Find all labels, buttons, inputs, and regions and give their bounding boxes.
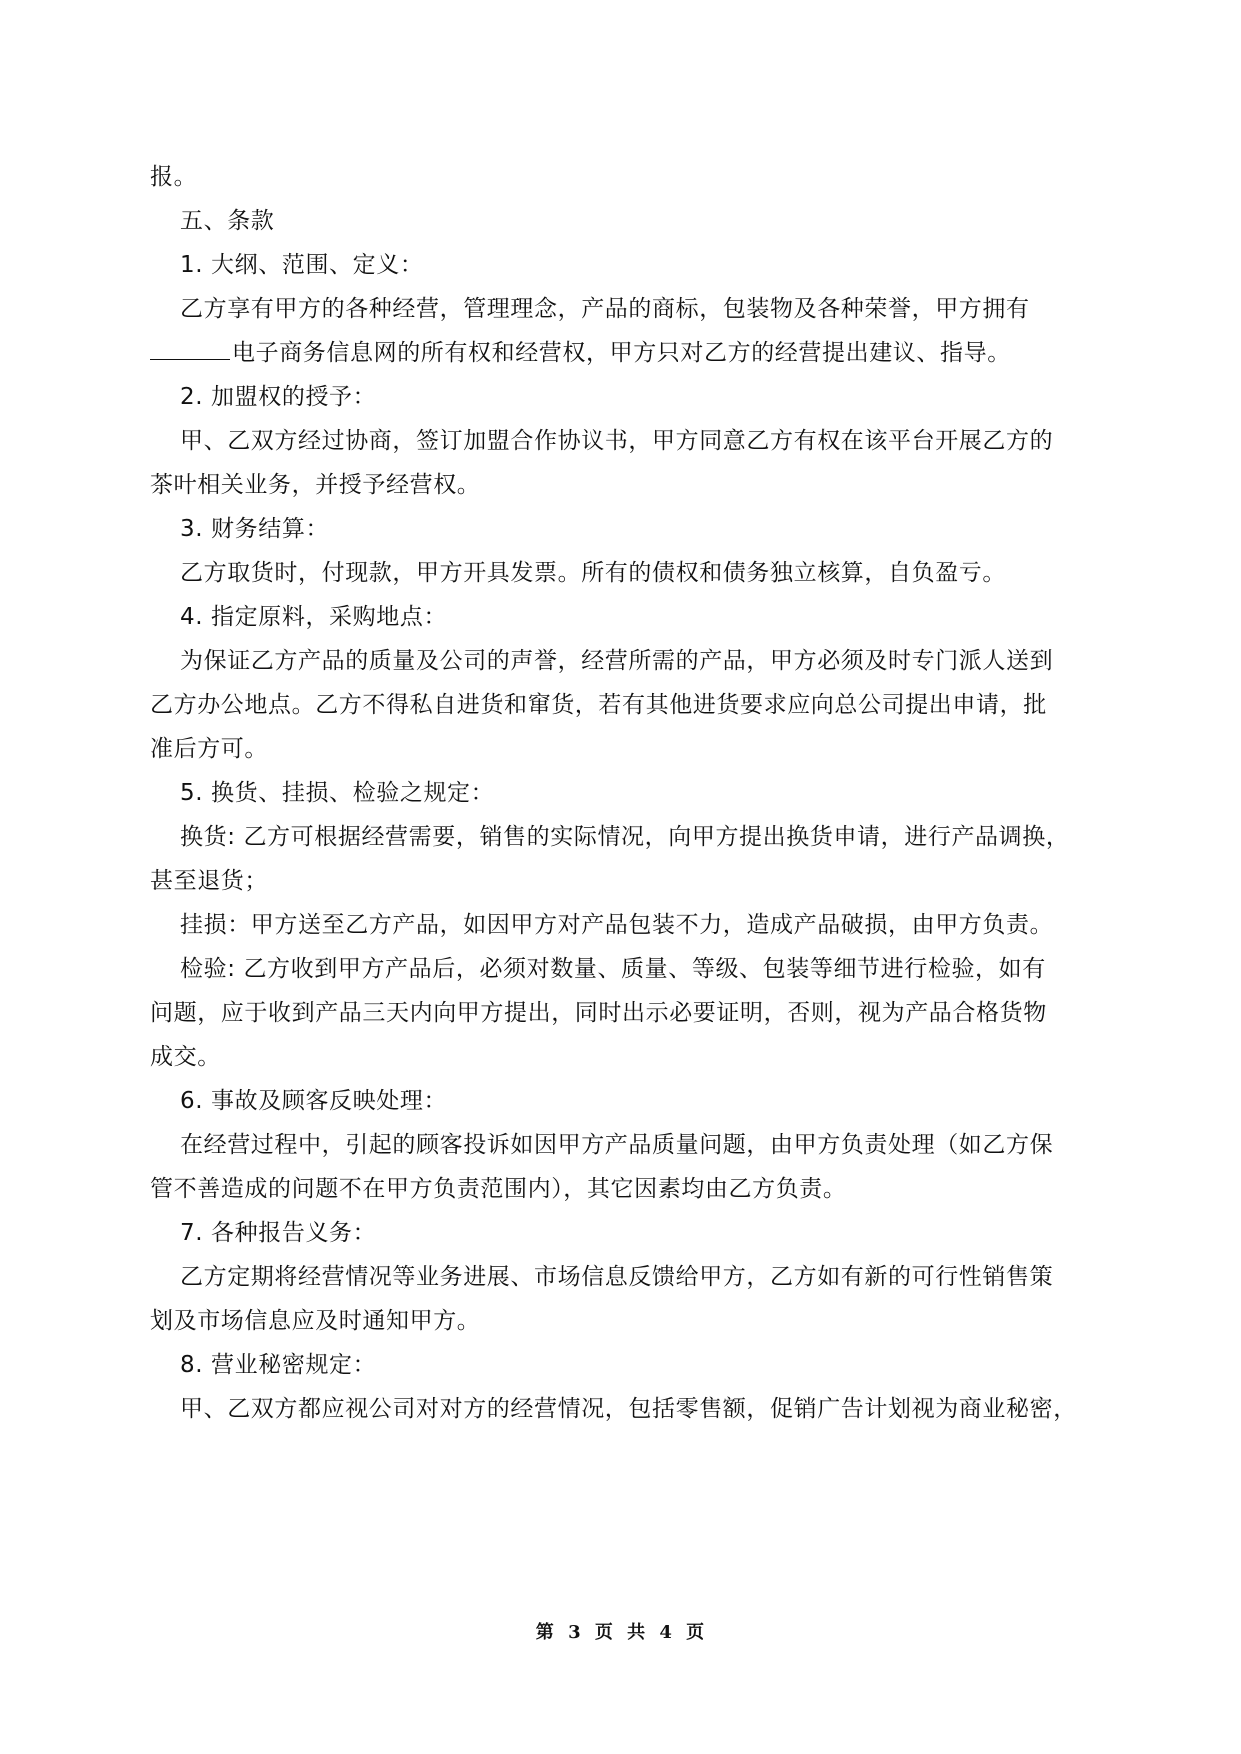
text-line: 划及市场信息应及时通知甲方。 [150,1308,481,1334]
text-line: 报。 [150,164,198,190]
section-heading: 五、条款 [180,208,275,234]
clause-heading: 1. 大纲、范围、定义： [180,252,424,278]
text-line: 问题，应于收到产品三天内向甲方提出，同时出示必要证明，否则，视为产品合格货物 [150,1000,1047,1026]
clause-heading: 2. 加盟权的授予： [180,384,377,410]
text-line: 管不善造成的问题不在甲方负责范围内），其它因素均由乙方负责。 [150,1176,847,1202]
clause-heading: 7. 各种报告义务： [180,1220,377,1246]
clause-heading: 6. 事故及顾客反映处理： [180,1088,448,1114]
clause-heading: 4. 指定原料，采购地点： [180,604,448,630]
text-line: 乙方享有甲方的各种经营，管理理念，产品的商标，包装物及各种荣誉，甲方拥有 [180,296,1030,322]
clause-heading: 8. 营业秘密规定： [180,1352,377,1378]
text-line: 乙方定期将经营情况等业务进展、市场信息反馈给甲方，乙方如有新的可行性销售策 [180,1264,1054,1290]
text-line: 电子商务信息网的所有权和经营权，甲方只对乙方的经营提出建议、指导。 [232,340,1011,366]
text-line: 挂损：甲方送至乙方产品，如因甲方对产品包装不力，造成产品破损，由甲方负责。 [180,912,1054,938]
clause-heading: 5. 换货、挂损、检验之规定： [180,780,495,806]
text-line: 甚至退货； [150,868,268,894]
clause-heading: 3. 财务结算： [180,516,330,542]
text-line-with-blank [150,331,1095,375]
text-line: 成交。 [150,1044,221,1070]
text-line: 乙方取货时，付现款，甲方开具发票。所有的债权和债务独立核算，自负盈亏。 [180,560,1006,586]
document-body [150,155,1095,1431]
text-line: 甲、乙双方都应视公司对对方的经营情况，包括零售额，促销广告计划视为商业秘密， [180,1396,1077,1422]
text-line: 准后方可。 [150,736,268,762]
text-line: 在经营过程中，引起的顾客投诉如因甲方产品质量问题，由甲方负责处理（如乙方保 [180,1132,1054,1158]
text-line: 换货: 乙方可根据经营需要，销售的实际情况，向甲方提出换货申请，进行产品调换， [180,824,1070,850]
text-line: 乙方办公地点。乙方不得私自进货和窜货，若有其他进货要求应向总公司提出申请，批 [150,692,1047,718]
fill-in-blank [150,341,230,360]
text-line: 甲、乙双方经过协商，签订加盟合作协议书，甲方同意乙方有权在该平台开展乙方的 [180,428,1054,454]
text-line: 为保证乙方产品的质量及公司的声誉，经营所需的产品，甲方必须及时专门派人送到 [180,648,1054,674]
text-line: 检验: 乙方收到甲方产品后，必须对数量、质量、等级、包装等细节进行检验，如有 [180,956,1046,982]
text-line: 茶叶相关业务，并授予经营权。 [150,472,481,498]
page-number-footer: 第 3 页 共 4 页 [535,1622,706,1643]
